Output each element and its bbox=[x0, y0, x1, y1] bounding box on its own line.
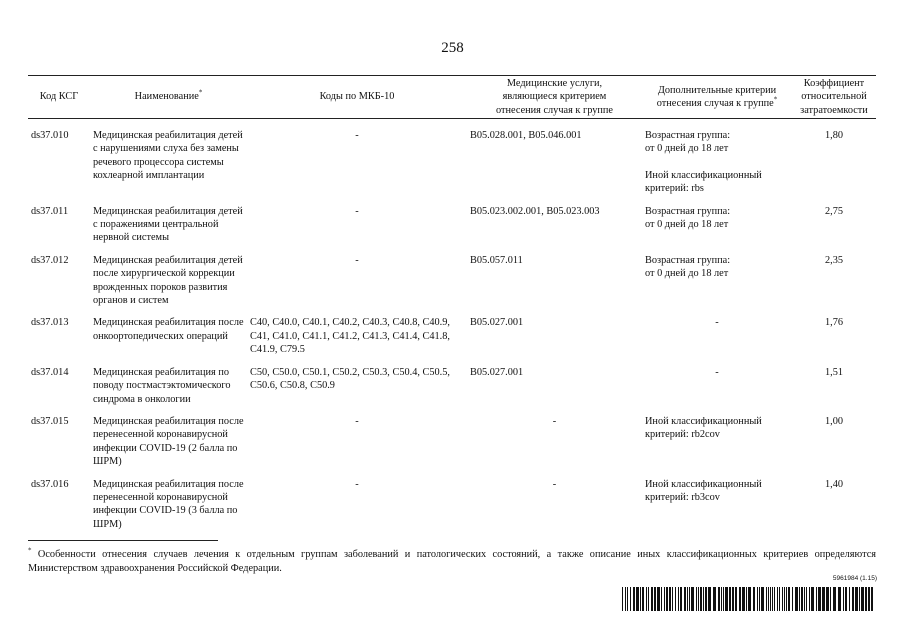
header-additional bbox=[642, 76, 792, 119]
table-row bbox=[28, 474, 876, 537]
cell-services: B05.028.001, B05.046.001 bbox=[470, 130, 582, 141]
cell-services: B05.027.001 bbox=[470, 317, 524, 329]
ksg-table bbox=[28, 75, 876, 536]
cell-mkb-codes: - bbox=[355, 254, 359, 266]
cell-mkb-codes: - bbox=[355, 205, 359, 217]
cell-code: ds37.010 bbox=[31, 130, 69, 141]
header-additional-text: Дополнительные критерии отнесения случая к группе bbox=[656, 84, 777, 109]
cell-additional-criteria bbox=[642, 362, 792, 411]
cell-code: ds37.015 bbox=[31, 415, 69, 427]
cell-additional-criteria bbox=[642, 119, 792, 201]
table-header-row bbox=[28, 76, 876, 119]
table-row bbox=[28, 411, 876, 474]
criteria-line: Иной классификационный критерий: rbs bbox=[645, 169, 762, 195]
cell-coefficient: 2,75 bbox=[824, 205, 844, 217]
cell-services: - bbox=[552, 478, 557, 490]
header-code: Код КСГ bbox=[28, 76, 90, 119]
cell-services: B05.023.002.001, B05.023.003 bbox=[470, 205, 600, 217]
cell-code: ds37.011 bbox=[31, 205, 69, 217]
cell-coefficient: 1,00 bbox=[824, 415, 844, 427]
cell-code: ds37.012 bbox=[31, 254, 69, 266]
header-name-footnote-mark: * bbox=[198, 88, 203, 97]
cell-name: Медицинская реабилитация после перенесенной коронавирусной инфекции COVID-19 (3 балла по ШРМ) bbox=[93, 478, 244, 530]
criteria-line: - bbox=[715, 366, 719, 378]
criteria-line: Иной классификационный критерий: rb3cov bbox=[645, 478, 762, 503]
cell-name: Медицинская реабилитация детей с поражениями центральной нервной системы bbox=[93, 205, 243, 244]
barcode-image bbox=[622, 587, 876, 611]
cell-additional-criteria bbox=[642, 474, 792, 537]
table-row bbox=[28, 312, 876, 361]
footnote-mark: * bbox=[28, 546, 32, 555]
cell-coefficient: 1,80 bbox=[824, 130, 844, 141]
cell-services: - bbox=[552, 415, 557, 427]
cell-mkb-codes: C50, C50.0, C50.1, C50.2, C50.3, C50.4, C50.5, C50.6, C50.8, C50.9 bbox=[250, 366, 450, 392]
cell-additional-criteria bbox=[642, 250, 792, 313]
header-coef: Коэффициент относительной затратоемкости bbox=[792, 76, 876, 119]
cell-coefficient: 1,51 bbox=[824, 366, 844, 378]
footnote-text: Особенности отнесения случаев лечения к отдельным группам заболеваний и патологических состояний, а также описание иных классификационных критериев определяются Министерством здравоохранения Российской Федерации. bbox=[28, 549, 877, 574]
barcode-code: 5961984 (1.15) bbox=[832, 575, 877, 582]
table-row bbox=[28, 119, 876, 201]
header-name-text: Наименование bbox=[134, 91, 199, 103]
header-services: Медицинские услуги, являющиеся критерием отнесения случая к группе bbox=[467, 76, 642, 119]
criteria-line: от 0 дней до 18 лет bbox=[645, 268, 729, 280]
table-body bbox=[28, 119, 876, 537]
cell-mkb-codes: C40, C40.0, C40.1, C40.2, C40.3, C40.8, C40.9, C41, C41.0, C41.1, C41.2, C41.3, C41.4, C41.8, C41.9, C79.5 bbox=[250, 317, 450, 356]
cell-name: Медицинская реабилитация детей после хирургической коррекции врожденных пороков развития органов и систем bbox=[93, 254, 243, 307]
cell-coefficient: 1,40 bbox=[824, 478, 844, 490]
cell-additional-criteria bbox=[642, 312, 792, 361]
table-row bbox=[28, 250, 876, 313]
criteria-line: от 0 дней до 18 лет bbox=[645, 219, 729, 231]
criteria-line: от 0 дней до 18 лет bbox=[645, 143, 729, 155]
header-mkb: Коды по МКБ-10 bbox=[247, 76, 467, 119]
criteria-line: Иной классификационный критерий: rb2cov bbox=[645, 415, 762, 441]
table-row bbox=[28, 201, 876, 250]
cell-mkb-codes: - bbox=[355, 415, 359, 427]
header-name bbox=[90, 76, 247, 119]
cell-coefficient: 1,76 bbox=[824, 317, 844, 329]
cell-additional-criteria bbox=[642, 411, 792, 474]
cell-coefficient: 2,35 bbox=[824, 254, 844, 266]
cell-additional-criteria bbox=[642, 201, 792, 250]
cell-services: B05.027.001 bbox=[470, 366, 524, 378]
page-number: 258 bbox=[441, 40, 464, 56]
footnote bbox=[28, 548, 876, 576]
criteria-line: Возрастная группа: bbox=[645, 205, 731, 217]
cell-name: Медицинская реабилитация после перенесенной коронавирусной инфекции COVID-19 (2 балла по ШРМ) bbox=[93, 415, 244, 468]
table-row bbox=[28, 362, 876, 411]
criteria-line: Возрастная группа: bbox=[645, 254, 731, 266]
criteria-spacer bbox=[645, 156, 789, 169]
footnote-divider bbox=[28, 540, 218, 541]
cell-name: Медицинская реабилитация по поводу постмастэктомического синдрома в онкологии bbox=[93, 366, 231, 405]
cell-code: ds37.016 bbox=[31, 478, 69, 490]
cell-name: Медицинская реабилитация после онкоортопедических операций bbox=[93, 317, 244, 342]
header-additional-footnote-mark: * bbox=[773, 95, 778, 104]
criteria-line: Возрастная группа: bbox=[645, 130, 731, 141]
criteria-line: - bbox=[715, 317, 719, 329]
cell-code: ds37.013 bbox=[31, 317, 69, 329]
cell-name: Медицинская реабилитация детей с нарушениями слуха без замены речевого процессора системы кохлеарной имплантации bbox=[93, 130, 243, 182]
cell-mkb-codes: - bbox=[355, 478, 359, 490]
cell-mkb-codes: - bbox=[355, 130, 359, 141]
cell-code: ds37.014 bbox=[31, 366, 69, 378]
cell-services: B05.057.011 bbox=[470, 254, 523, 266]
